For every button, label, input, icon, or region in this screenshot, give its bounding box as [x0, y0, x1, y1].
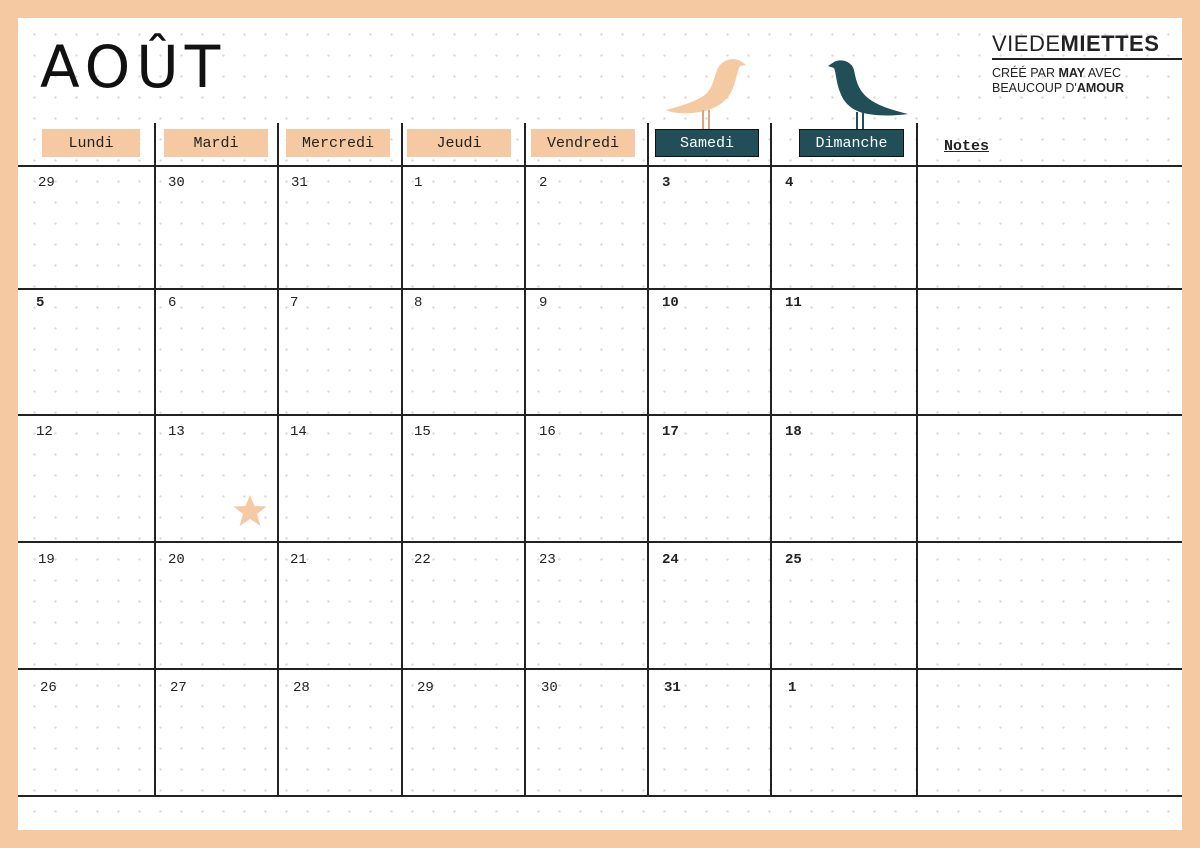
- date-cell: 12: [36, 424, 53, 440]
- column-divider: [154, 123, 156, 796]
- teal-bird-icon: [824, 58, 910, 134]
- date-cell: 16: [539, 424, 556, 440]
- date-cell: 28: [293, 680, 310, 696]
- date-cell: 18: [785, 424, 802, 440]
- date-cell: 1: [788, 680, 797, 696]
- column-divider: [277, 123, 279, 796]
- date-cell: 10: [662, 295, 679, 311]
- peach-bird-icon: [662, 56, 748, 134]
- day-header-mercredi: Mercredi: [286, 129, 390, 157]
- tagline-part: BEAUCOUP D': [992, 81, 1077, 96]
- brand-name-bold: MIETTES: [1060, 31, 1160, 56]
- date-cell: 11: [785, 295, 802, 311]
- day-header-lundi: Lundi: [42, 129, 140, 157]
- column-divider: [524, 123, 526, 796]
- date-cell: 29: [417, 680, 434, 696]
- brand-name-light: VIEDE: [992, 31, 1061, 56]
- row-divider: [18, 668, 1182, 670]
- day-header-vendredi: Vendredi: [531, 129, 635, 157]
- date-cell: 31: [291, 175, 308, 191]
- calendar-sheet: [18, 18, 1182, 830]
- date-cell: 24: [662, 552, 679, 568]
- date-cell: 2: [539, 175, 548, 191]
- date-cell: 8: [414, 295, 423, 311]
- row-divider: [18, 288, 1182, 290]
- date-cell: 13: [168, 424, 185, 440]
- brand-divider: [992, 58, 1182, 60]
- date-cell: 6: [168, 295, 177, 311]
- date-cell: 30: [541, 680, 558, 696]
- day-header-jeudi: Jeudi: [407, 129, 511, 157]
- day-header-dimanche: Dimanche: [799, 129, 904, 157]
- column-divider: [401, 123, 403, 796]
- row-divider: [18, 541, 1182, 543]
- row-divider: [18, 795, 1182, 797]
- notes-header: Notes: [944, 138, 990, 155]
- date-cell: 23: [539, 552, 556, 568]
- date-cell: 1: [414, 175, 423, 191]
- date-cell: 9: [539, 295, 548, 311]
- date-cell: 21: [290, 552, 307, 568]
- date-cell: 14: [290, 424, 307, 440]
- tagline-part: CRÉÉ PAR: [992, 66, 1059, 81]
- date-cell: 27: [170, 680, 187, 696]
- day-header-mardi: Mardi: [164, 129, 268, 157]
- date-cell: 25: [785, 552, 802, 568]
- date-cell: 31: [664, 680, 681, 696]
- row-divider: [18, 165, 1182, 167]
- date-cell: 7: [290, 295, 299, 311]
- date-cell: 26: [40, 680, 57, 696]
- date-cell: 22: [414, 552, 431, 568]
- column-divider: [770, 123, 772, 796]
- date-cell: 19: [38, 552, 55, 568]
- peach-star-icon: [232, 494, 268, 528]
- date-cell: 29: [38, 175, 55, 191]
- column-divider: [916, 123, 918, 796]
- tagline-bold: MAY: [1058, 66, 1086, 81]
- row-divider: [18, 414, 1182, 416]
- column-divider: [647, 123, 649, 796]
- date-cell: 3: [662, 175, 671, 191]
- tagline-bold: AMOUR: [1076, 81, 1125, 96]
- day-header-samedi: Samedi: [655, 129, 759, 157]
- date-cell: 20: [168, 552, 185, 568]
- month-title: AOÛT: [40, 33, 227, 101]
- tagline-part: AVEC: [1085, 66, 1121, 81]
- brand-tagline: [992, 66, 1182, 96]
- date-cell: 15: [414, 424, 431, 440]
- date-cell: 5: [36, 295, 45, 311]
- date-cell: 17: [662, 424, 679, 440]
- date-cell: 30: [168, 175, 185, 191]
- brand-name: [992, 32, 1182, 56]
- brand-logo: [992, 32, 1182, 96]
- date-cell: 4: [785, 175, 794, 191]
